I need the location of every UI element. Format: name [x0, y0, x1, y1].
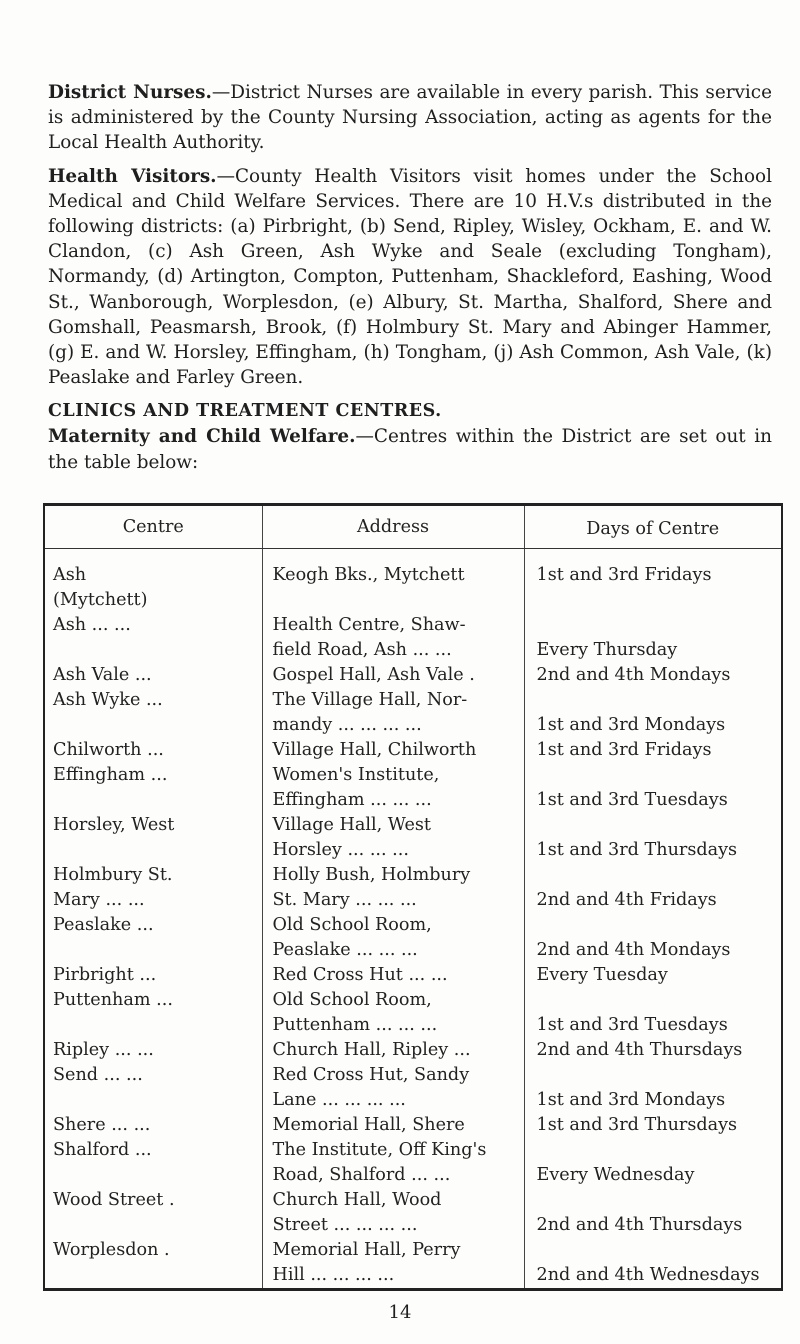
table-row: [44, 1063, 782, 1113]
cell-centre: [44, 763, 262, 813]
centre-line: Puttenham ...: [53, 990, 173, 1010]
centre-line: Holmbury St.: [53, 865, 173, 885]
table-row: [44, 963, 782, 988]
cell-centre: [44, 1063, 262, 1113]
table-row: [44, 988, 782, 1038]
address-line: The Village Hall, Nor-: [272, 690, 468, 710]
table-row: [44, 813, 782, 863]
cell-days: 1st and 3rd Thursdays: [524, 813, 782, 863]
cell-centre: [44, 863, 262, 913]
address-line: Women's Institute,: [272, 765, 440, 785]
cell-centre: [44, 663, 262, 688]
cell-centre: [44, 613, 262, 663]
cell-centre: [44, 963, 262, 988]
address-line: Keogh Bks., Mytchett: [272, 565, 465, 585]
centre-line: Ash: [53, 565, 87, 585]
cell-centre: [44, 1238, 262, 1290]
centre-line: Mary ... ...: [53, 890, 145, 910]
cell-address: [262, 863, 524, 913]
address-line: mandy ... ... ... ...: [272, 715, 422, 735]
cell-days: 1st and 3rd Mondays: [524, 1063, 782, 1113]
centre-line: Ash Wyke ...: [53, 690, 163, 710]
address-line: Road, Shalford ... ...: [272, 1165, 451, 1185]
address-line: Old School Room,: [272, 915, 432, 935]
cell-days: 2nd and 4th Wednesdays: [524, 1238, 782, 1290]
table-row: [44, 613, 782, 663]
cell-address: [262, 813, 524, 863]
address-line: Peaslake ... ... ...: [272, 940, 418, 960]
district-nurses-heading: District Nurses.: [48, 82, 212, 103]
cell-days: 2nd and 4th Mondays: [524, 913, 782, 963]
cell-address: [262, 1138, 524, 1188]
cell-address: [262, 1063, 524, 1113]
cell-address: [262, 988, 524, 1038]
column-header-centre: Centre: [44, 505, 262, 549]
address-line: field Road, Ash ... ...: [272, 640, 452, 660]
maternity-intro-text: —Centres within the District are set out in the table below:: [48, 426, 772, 473]
address-line: Village Hall, West: [272, 815, 431, 835]
table-row: [44, 1188, 782, 1238]
table-header-row: [44, 505, 782, 549]
address-line: Church Hall, Ripley ...: [272, 1040, 471, 1060]
table-row: [44, 1113, 782, 1138]
address-line: Holly Bush, Holmbury: [272, 865, 471, 885]
cell-address: [262, 1038, 524, 1063]
centre-line: Ash ... ...: [53, 615, 131, 635]
cell-address: [262, 549, 524, 614]
centre-line: Ash Vale ...: [53, 665, 152, 685]
cell-days: 1st and 3rd Tuesdays: [524, 763, 782, 813]
centre-line: Peaslake ...: [53, 915, 154, 935]
table-row: [44, 738, 782, 763]
cell-address: [262, 1113, 524, 1138]
column-header-address: Address: [262, 505, 524, 549]
address-line: Memorial Hall, Shere: [272, 1115, 465, 1135]
section-title: CLINICS AND TREATMENT CENTRES.: [48, 401, 442, 422]
table-body: [44, 549, 782, 1290]
address-line: Hill ... ... ... ...: [272, 1265, 395, 1285]
cell-days: 2nd and 4th Fridays: [524, 863, 782, 913]
address-line: Village Hall, Chilworth: [272, 740, 477, 760]
cell-address: [262, 688, 524, 738]
centre-line: Effingham ...: [53, 765, 168, 785]
table-row: [44, 663, 782, 688]
cell-days: 1st and 3rd Fridays: [524, 738, 782, 763]
centre-line: Pirbright ...: [53, 965, 157, 985]
cell-address: [262, 738, 524, 763]
cell-days: 1st and 3rd Fridays: [524, 549, 782, 614]
address-line: Red Cross Hut, Sandy: [272, 1065, 470, 1085]
centre-line: Shere ... ...: [53, 1115, 151, 1135]
address-line: Effingham ... ... ...: [272, 790, 432, 810]
health-visitors-paragraph: [48, 164, 772, 391]
cell-centre: [44, 988, 262, 1038]
table-row: [44, 763, 782, 813]
cell-address: [262, 963, 524, 988]
cell-days: 2nd and 4th Thursdays: [524, 1038, 782, 1063]
cell-days: 1st and 3rd Thursdays: [524, 1113, 782, 1138]
table-row: [44, 688, 782, 738]
centre-line: Chilworth ...: [53, 740, 164, 760]
address-line: Church Hall, Wood: [272, 1190, 442, 1210]
cell-days: 2nd and 4th Mondays: [524, 663, 782, 688]
address-line: St. Mary ... ... ...: [272, 890, 417, 910]
table-row: [44, 549, 782, 614]
cell-centre: [44, 1188, 262, 1238]
address-line: Horsley ... ... ...: [272, 840, 409, 860]
health-visitors-heading: Health Visitors.: [48, 165, 217, 187]
cell-centre: [44, 1038, 262, 1063]
centre-line: Worplesdon .: [53, 1240, 170, 1260]
address-line: Lane ... ... ... ...: [272, 1090, 406, 1110]
centre-line: Send ... ...: [53, 1065, 143, 1085]
cell-address: [262, 663, 524, 688]
address-line: Puttenham ... ... ...: [272, 1015, 438, 1035]
health-visitors-text: —County Health Visitors visit homes under the School Medical and Child Welfare Services. There are 10 H.V.s distributed in the following districts: (a) Pirbright, (b) Send, Ripley, Wisley, Ockham, E. and W. Clandon, (c) Ash Green, Ash Wyke and Seale (excluding Tongham), Normandy, (d) Artington, Compton, Puttenham, Shackleford, Eashing, Wood St., Wanborough, Worplesdon, (e) Albury, St. Martha, Shalford, Shere and Gomshall, Peasmarsh, Brook, (f) Holmbury St. Mary and Abinger Hammer, (g) E. and W. Horsley, Effingham, (h) Tongham, (j) Ash Common, Ash Vale, (k) Peaslake and Farley Green.: [48, 165, 772, 389]
address-line: Health Centre, Shaw-: [272, 615, 466, 635]
cell-address: [262, 1188, 524, 1238]
centre-line: Shalford ...: [53, 1140, 152, 1160]
centre-line: Wood Street .: [53, 1190, 175, 1210]
address-line: Street ... ... ... ...: [272, 1215, 418, 1235]
table-row: [44, 1038, 782, 1063]
cell-address: [262, 763, 524, 813]
address-line: Memorial Hall, Perry: [272, 1240, 461, 1260]
table-row: [44, 913, 782, 963]
cell-centre: [44, 549, 262, 614]
cell-address: [262, 913, 524, 963]
cell-days: Every Wednesday: [524, 1138, 782, 1188]
cell-days: Every Thursday: [524, 613, 782, 663]
district-nurses-text: —District Nurses are available in every parish. This service is administered by the County Nursing Association, acting as agents for the Local Health Authority.: [48, 82, 772, 154]
maternity-intro-paragraph: [48, 424, 772, 474]
table-row: [44, 1238, 782, 1290]
address-line: Gospel Hall, Ash Vale .: [272, 665, 475, 685]
cell-centre: [44, 738, 262, 763]
centres-table: [43, 503, 783, 1291]
table-row: [44, 863, 782, 913]
cell-address: [262, 613, 524, 663]
address-line: Red Cross Hut ... ...: [272, 965, 448, 985]
cell-days: Every Tuesday: [524, 963, 782, 988]
cell-centre: [44, 1113, 262, 1138]
document-page: [48, 80, 772, 479]
cell-centre: [44, 913, 262, 963]
cell-centre: [44, 813, 262, 863]
maternity-subheading: Maternity and Child Welfare.: [48, 426, 356, 448]
cell-days: 2nd and 4th Thursdays: [524, 1188, 782, 1238]
cell-centre: [44, 1138, 262, 1188]
cell-centre: [44, 688, 262, 738]
page-number: 14: [388, 1302, 412, 1323]
address-line: The Institute, Off King's: [272, 1140, 487, 1160]
centre-line: Horsley, West: [53, 815, 175, 835]
centre-line: Ripley ... ...: [53, 1040, 154, 1060]
address-line: Old School Room,: [272, 990, 432, 1010]
district-nurses-paragraph: [48, 80, 772, 156]
column-header-days: Days of Centre: [524, 505, 782, 549]
centre-line: (Mytchett): [53, 590, 148, 610]
cell-days: 1st and 3rd Mondays: [524, 688, 782, 738]
cell-days: 1st and 3rd Tuesdays: [524, 988, 782, 1038]
table-row: [44, 1138, 782, 1188]
cell-address: [262, 1238, 524, 1290]
